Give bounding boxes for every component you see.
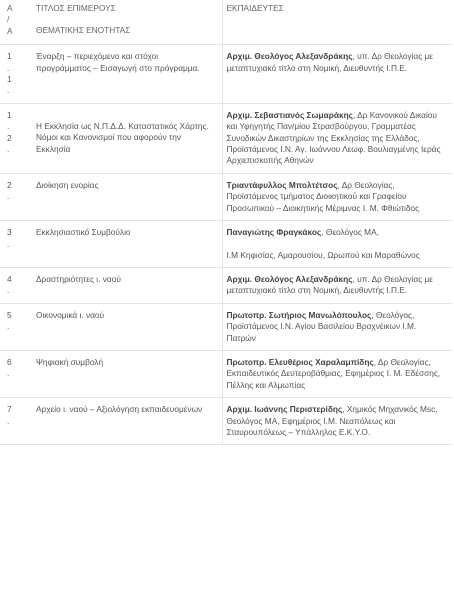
row-title: Ψηφιακή συμβολή bbox=[32, 350, 222, 397]
header-number-cell bbox=[0, 0, 32, 45]
header-number-line: / bbox=[7, 14, 10, 25]
table-row bbox=[0, 221, 452, 268]
header-number-line: Α bbox=[7, 25, 13, 36]
row-number-cell bbox=[0, 221, 32, 268]
row-number-part: . bbox=[7, 191, 10, 202]
row-number-part: 1 bbox=[7, 74, 12, 85]
row-number-cell bbox=[0, 303, 32, 350]
row-instructor-cell bbox=[222, 303, 452, 350]
row-title: Οικονομικά ι. ναού bbox=[32, 303, 222, 350]
row-number-part: 2 bbox=[7, 179, 12, 190]
row-title-text: Η Εκκλησία ως Ν.Π.Δ.Δ. Καταστατικός Χάρτης. Νόμοι και Κανονισμοί που αφορούν την Εκκλησία bbox=[36, 120, 209, 154]
row-number-part: . bbox=[7, 321, 10, 332]
row-number-part: . bbox=[7, 62, 10, 73]
instructor-details: , υπ. Δρ Θεολογίας με μεταπτυχιακό τίτλο στη Νομική, Διευθυντής Ι.Π.Ε. bbox=[226, 51, 433, 73]
table-row bbox=[0, 303, 452, 350]
row-number-part: . bbox=[7, 285, 10, 296]
row-instructor-cell bbox=[222, 398, 452, 445]
row-number-part: . bbox=[7, 368, 10, 379]
instructor-name: Αρχιμ. Θεολόγος Αλεξανδράκης bbox=[226, 273, 353, 284]
row-number-part: 3 bbox=[7, 227, 12, 238]
row-title: Αρχείο ι. ναού – Αξιολόγηση εκπαιδευομένων bbox=[32, 398, 222, 445]
row-instructor-cell bbox=[222, 267, 452, 303]
row-title bbox=[32, 103, 222, 173]
instructor-details: , Δρ Κανονικού Δικαίου και Υφηγητής Παν/μίου Στρασβούργου, Γραμματέας Συνοδικών Δικαστηρίων της Εκκλησίας της Ελλάδος, Προϊστάμενος Ι.Ν. Αγ. Ιωάννου Λεωφ. Βουλιαγμένης Ιεράς Αρχιεπισκοπής Αθηνών bbox=[226, 109, 441, 166]
row-title: Διοίκηση ενορίας bbox=[32, 173, 222, 220]
header-title-line-2: ΘΕΜΑΤΙΚΗΣ ΕΝΟΤΗΤΑΣ bbox=[36, 25, 131, 36]
instructor-name: Τριαντάφυλλος Μπολτέτσος bbox=[226, 179, 338, 190]
row-number-cell bbox=[0, 103, 32, 173]
table-row bbox=[0, 267, 452, 303]
row-title: Έναρξη – περιεχόμενο και στόχοι προγράμματος – Εισαγωγή στο πρόγραμμα. bbox=[32, 45, 222, 104]
instructor-details: , Θεολόγος ΜΑ, bbox=[321, 227, 379, 238]
row-number-part: 7 bbox=[7, 404, 12, 415]
table-header-row bbox=[0, 0, 452, 45]
row-number-part: . bbox=[7, 85, 10, 96]
instructor-details: , Θεολόγος, Προϊστάμενος Ι.Ν. Αγίου Βασιλείου Βραχνέικων Ι.Μ. Πατρών bbox=[226, 309, 417, 343]
row-instructor-cell bbox=[222, 103, 452, 173]
header-title-cell bbox=[32, 0, 222, 45]
row-number-part: 6 bbox=[7, 356, 12, 367]
instructor-details: , Χημικός Μηχανικός Msc, Θεολόγος ΜΑ, Εφημέριος Ι.Μ. Νεαπόλεως και Σταυρουπόλεως – Υπάλληλος Ε.Κ.Υ.Ο. bbox=[226, 404, 438, 437]
table-row bbox=[0, 350, 452, 397]
row-number-cell bbox=[0, 45, 32, 104]
row-number-cell bbox=[0, 398, 32, 445]
header-instructors-cell bbox=[222, 0, 452, 45]
row-number-part: . bbox=[7, 144, 10, 155]
table-row bbox=[0, 173, 452, 220]
row-number-cell bbox=[0, 267, 32, 303]
row-number-cell bbox=[0, 173, 32, 220]
row-number-part: 4 bbox=[7, 273, 12, 284]
row-number-part: 5 bbox=[7, 309, 12, 320]
instructor-name: Αρχιμ. Θεολόγος Αλεξανδράκης bbox=[226, 51, 353, 62]
table-row bbox=[0, 103, 452, 173]
instructor-details: , Δρ Θεολογίας, Προϊστάμενος τμήματος Διοικητικού και Γραφείου Προσωπικού – Διοικητικής Μέριμνας Ι. Μ. Φθιώτιδος bbox=[226, 179, 420, 213]
instructor-name: Πρωτοπρ. Ελευθέριος Χαραλαμπίδης bbox=[226, 356, 374, 367]
row-number-cell bbox=[0, 350, 32, 397]
row-instructor-cell bbox=[222, 45, 452, 104]
table-row bbox=[0, 398, 452, 445]
instructor-name: Πρωτοπρ. Σωτήριος Μανωλόπουλος bbox=[226, 309, 372, 320]
row-number-part: 1 bbox=[7, 51, 12, 62]
header-title-line-1: ΤΙΤΛΟΣ ΕΠΙΜΕΡΟΥΣ bbox=[36, 3, 116, 13]
row-instructor-cell bbox=[222, 221, 452, 268]
row-instructor-cell bbox=[222, 173, 452, 220]
header-instructors-label: ΕΚΠΑΙΔΕΥΤΕΣ bbox=[226, 3, 284, 13]
instructor-details: , υπ. Δρ Θεολογίας με μεταπτυχιακό τίτλο στη Νομική, Διευθυντής Ι.Π.Ε. bbox=[226, 273, 433, 296]
instructor-name: Αρχιμ. Σεβαστιανός Σωμαράκης bbox=[226, 109, 353, 120]
header-number-line: Α bbox=[7, 3, 13, 13]
row-instructor-cell bbox=[222, 350, 452, 397]
table-row bbox=[0, 45, 452, 104]
instructor-name: Παναγιώτης Φραγκάκος bbox=[226, 227, 322, 238]
row-number-part: . bbox=[7, 415, 10, 426]
row-title: Δραστηριότητες ι. ναού bbox=[32, 267, 222, 303]
row-number-part: . bbox=[7, 238, 10, 249]
row-title: Εκκλησιαστικό Συμβούλιο bbox=[32, 221, 222, 268]
instructor-extra: Ι.Μ Κηφισίας, Αμαρουσίου, Ωρωπού και Μαραθώνος bbox=[226, 249, 420, 260]
instructor-details: , Δρ Θεολογίας, Εκπαιδευτικός Δευτεροβάθμιας, Εφημέριος Ι. Μ. Εδέσσης, Πέλλης και Αλμωπίας bbox=[226, 356, 441, 390]
instructor-name: Αρχιμ. Ιωάννης Περιστερίδης bbox=[226, 404, 343, 415]
row-number-part: 2 bbox=[7, 132, 12, 143]
row-number-part: 1 bbox=[7, 109, 12, 120]
row-number-part: . bbox=[7, 121, 10, 132]
